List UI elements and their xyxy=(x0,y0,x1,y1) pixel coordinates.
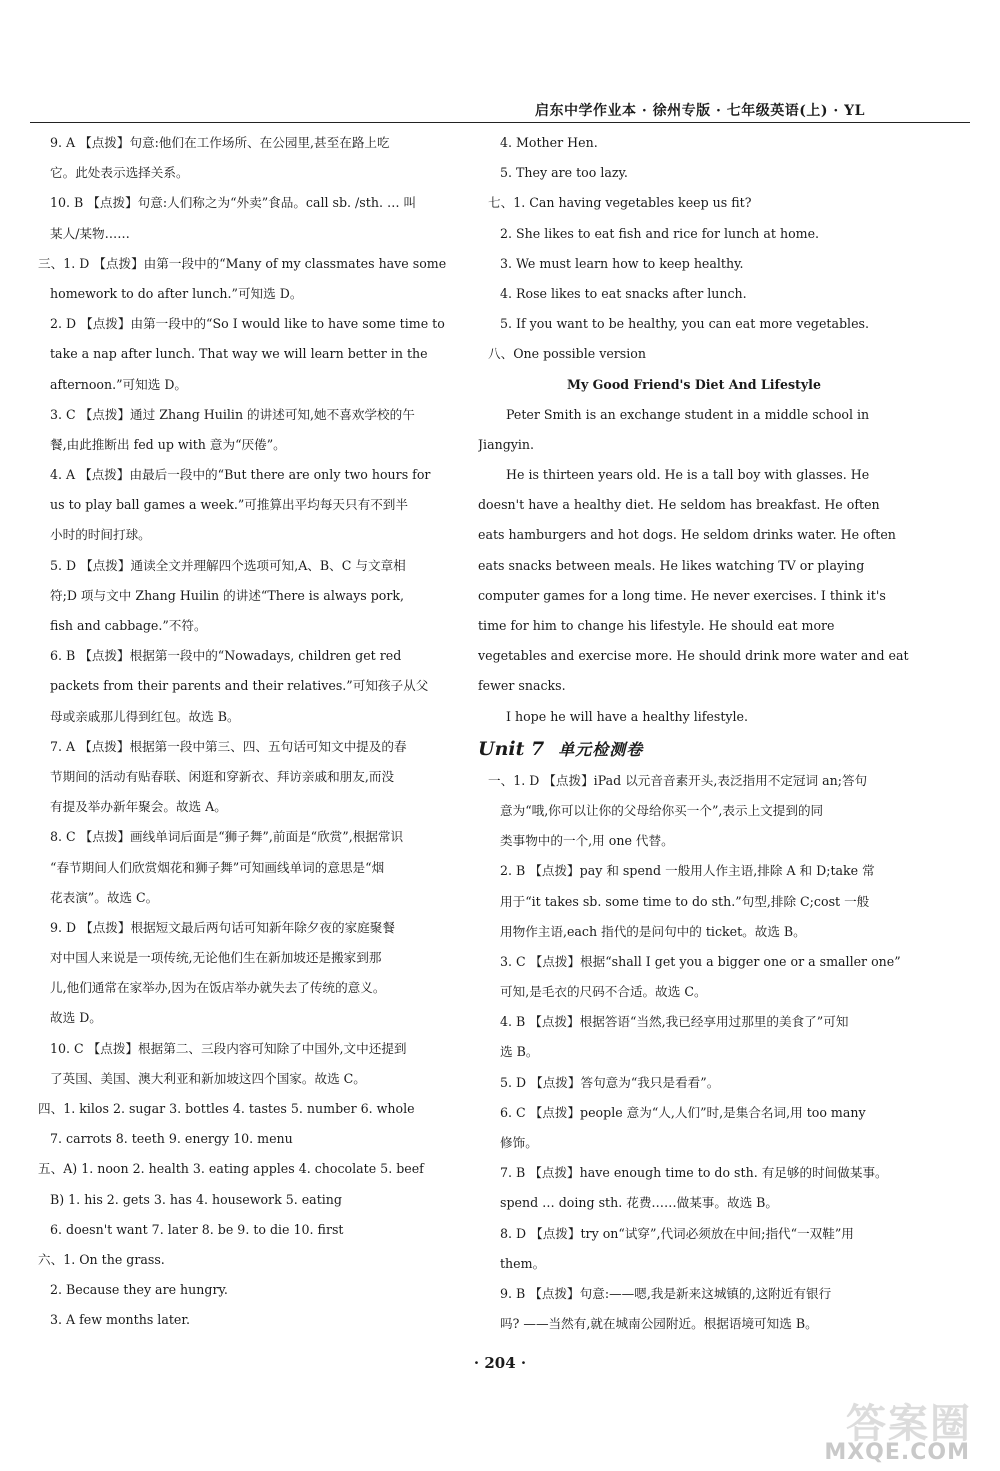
answer-line: 类事物中的一个,用 one 代替。 xyxy=(500,833,674,849)
answer-line: 2. Because they are hungry. xyxy=(50,1282,228,1298)
answer-line: B) 1. his 2. gets 3. has 4. housework 5. eating xyxy=(50,1191,342,1207)
answers-part-six-seven-eight xyxy=(478,128,910,370)
answer-line: 某人/某物…… xyxy=(50,225,130,241)
answer-line: 5. D 【点拨】通读全文并理解四个选项可知,A、B、C 与文章相 xyxy=(50,557,406,573)
answer-line: 吗? ——当然有,就在城南公园附近。根据语境可知选 B。 xyxy=(500,1316,818,1332)
right-column xyxy=(478,128,910,1339)
answer-line: “春节期间人们欣赏烟花和狮子舞”可知画线单词的意思是“烟 xyxy=(50,859,385,875)
answer-line: spend … doing sth. 花费……做某事。故选 B。 xyxy=(500,1195,779,1211)
answer-line: 3. A few months later. xyxy=(50,1312,190,1328)
answer-line: 4. Rose likes to eat snacks after lunch. xyxy=(500,285,747,301)
answer-line: 三、1. D 【点拨】由第一段中的“Many of my classmates have some xyxy=(38,255,447,271)
watermark-logo-text: 答案圈 xyxy=(846,1401,972,1447)
unit-subtitle: 单元检测卷 xyxy=(558,739,644,759)
answer-line: 选 B。 xyxy=(500,1044,539,1060)
essay-title: My Good Friend's Diet And Lifestyle xyxy=(567,376,821,392)
answer-line: 花表演”。故选 C。 xyxy=(50,889,159,905)
answer-line: 六、1. On the grass. xyxy=(38,1251,165,1267)
answer-line: 6. B 【点拨】根据第一段中的“Nowadays, children get red xyxy=(50,648,402,664)
answer-line: afternoon.”可知选 D。 xyxy=(50,376,188,392)
essay-line: eats hamburgers and hot dogs. He seldom drinks water. He often xyxy=(478,527,896,543)
answer-line: 5. They are too lazy. xyxy=(500,165,628,181)
unit-heading xyxy=(478,732,910,766)
answer-line: 7. carrots 8. teeth 9. energy 10. menu xyxy=(50,1131,293,1147)
answer-line: take a nap after lunch. That way we will learn better in the xyxy=(50,346,428,362)
answer-line: 9. A 【点拨】句意:他们在工作场所、在公园里,甚至在路上吃 xyxy=(50,135,390,150)
answer-line: 2. B 【点拨】pay 和 spend 一般用人作主语,排除 A 和 D;take 常 xyxy=(500,863,875,879)
answer-line: 4. B 【点拨】根据答语“当然,我已经享用过那里的美食了”可知 xyxy=(500,1014,849,1030)
unit-title: Unit 7 xyxy=(478,737,545,760)
answer-line: 8. C 【点拨】画线单词后面是“狮子舞”,前面是“欣赏”,根据常识 xyxy=(50,829,404,845)
answer-line: 5. D 【点拨】答句意为“我只是看看”。 xyxy=(500,1074,720,1090)
answer-line: 3. C 【点拨】通过 Zhang Huilin 的讲述可知,她不喜欢学校的午 xyxy=(50,406,415,422)
answer-line: 7. B 【点拨】have enough time to do sth. 有足够的时间做某事。 xyxy=(500,1165,888,1181)
essay-line: fewer snacks. xyxy=(478,678,566,694)
header-title: 启东中学作业本 · 徐州专版 · 七年级英语(上) · YL xyxy=(535,103,865,119)
answer-line: 母或亲戚那儿得到红包。故选 B。 xyxy=(50,708,240,724)
answer-line: us to play ball games a week.”可推算出平均每天只有不到半 xyxy=(50,497,408,513)
watermark-url: MXQE.COM xyxy=(824,1440,970,1465)
answer-line: 符;D 项与文中 Zhang Huilin 的讲述“There is always pork, xyxy=(50,587,405,603)
answer-line: 了英国、美国、澳大利亚和新加坡这四个国家。故选 C。 xyxy=(50,1070,366,1086)
essay-line: vegetables and exercise more. He should drink more water and eat xyxy=(478,648,909,664)
answer-line: 2. She likes to eat fish and rice for lunch at home. xyxy=(500,225,820,241)
answer-line: packets from their parents and their relatives.”可知孩子从父 xyxy=(50,678,429,694)
answer-line: 有提及举办新年聚会。故选 A。 xyxy=(50,799,227,815)
answer-line: 用于“it takes sb. some time to do sth.”句型,排除 C;cost 一般 xyxy=(500,893,870,909)
answer-line: 可知,是毛衣的尺码不合适。故选 C。 xyxy=(500,984,707,1000)
unit-7-answers xyxy=(478,766,910,1340)
answer-line: 7. A 【点拨】根据第一段中第三、四、五句话可知文中提及的春 xyxy=(50,738,407,754)
answer-line: 一、1. D 【点拨】iPad 以元音音素开头,表泛指用不定冠词 an;答句 xyxy=(488,772,868,788)
essay-line: computer games for a long time. He never exercises. I think it's xyxy=(478,587,886,603)
answer-line: homework to do after lunch.”可知选 D。 xyxy=(50,285,303,301)
essay-line: doesn't have a healthy diet. He seldom has breakfast. He often xyxy=(478,497,880,513)
essay-body xyxy=(478,400,910,732)
answer-line: 3. We must learn how to keep healthy. xyxy=(500,255,744,271)
essay-line: time for him to change his lifestyle. He should eat more xyxy=(478,618,835,633)
answer-line: 2. D 【点拨】由第一段中的“So I would like to have some time to xyxy=(50,316,445,332)
answer-line: 4. Mother Hen. xyxy=(500,135,598,150)
answer-line: them。 xyxy=(500,1255,546,1271)
answer-line: fish and cabbage.”不符。 xyxy=(50,618,207,633)
page-number: · 204 · xyxy=(473,1354,527,1372)
answer-line: 10. C 【点拨】根据第二、三段内容可知除了中国外,文中还提到 xyxy=(50,1040,407,1056)
answer-line: 五、A) 1. noon 2. health 3. eating apples 4. chocolate 5. beef xyxy=(38,1161,424,1177)
answer-line: 8. D 【点拨】try on“试穿”,代词必须放在中间;指代“一双鞋”用 xyxy=(500,1225,854,1241)
answer-line: 节期间的活动有贴春联、闲逛和穿新衣、拜访亲戚和朋友,而没 xyxy=(50,768,395,784)
essay-line: eats snacks between meals. He likes watching TV or playing xyxy=(478,557,865,573)
essay-line: He is thirteen years old. He is a tall boy with glasses. He xyxy=(506,467,870,483)
answer-line: 6. doesn't want 7. later 8. be 9. to die 10. first xyxy=(50,1221,344,1237)
page-header xyxy=(30,100,970,123)
answer-line: 它。此处表示选择关系。 xyxy=(50,165,189,181)
answer-line: 八、One possible version xyxy=(488,346,646,362)
answer-line: 6. C 【点拨】people 意为“人,人们”时,是集合名词,用 too many xyxy=(500,1104,866,1120)
answer-line: 用物作主语,each 指代的是问句中的 ticket。故选 B。 xyxy=(500,923,806,939)
answer-line: 意为“哦,你可以让你的父母给你买一个”,表示上文提到的同 xyxy=(500,802,824,818)
left-column xyxy=(28,128,458,1336)
answer-line: 儿,他们通常在家举办,因为在饭店举办就失去了传统的意义。 xyxy=(50,980,386,996)
answer-line: 七、1. Can having vegetables keep us fit? xyxy=(488,195,752,211)
essay-line: Peter Smith is an exchange student in a middle school in xyxy=(506,406,870,422)
answer-line: 对中国人来说是一项传统,无论他们生在新加坡还是搬家到那 xyxy=(50,950,382,966)
answer-line: 小时的时间打球。 xyxy=(50,527,151,543)
answer-line: 修饰。 xyxy=(500,1135,538,1150)
answer-line: 4. A 【点拨】由最后一段中的“But there are only two hours for xyxy=(50,467,431,483)
essay-line: I hope he will have a healthy lifestyle. xyxy=(506,708,749,724)
answer-line: 故选 D。 xyxy=(50,1010,102,1026)
answer-line: 9. D 【点拨】根据短文最后两句话可知新年除夕夜的家庭聚餐 xyxy=(50,919,395,935)
answer-line: 9. B 【点拨】句意:——嗯,我是新来这城镇的,这附近有银行 xyxy=(500,1285,832,1301)
answer-line: 餐,由此推断出 fed up with 意为“厌倦”。 xyxy=(50,436,286,452)
essay-line: Jiangyin. xyxy=(478,436,535,452)
answer-line: 四、1. kilos 2. sugar 3. bottles 4. tastes 5. number 6. whole xyxy=(38,1101,415,1116)
answer-line: 10. B 【点拨】句意:人们称之为“外卖”食品。call sb. /sth. … 叫 xyxy=(50,195,417,211)
answer-line: 3. C 【点拨】根据“shall I get you a bigger one or a smaller one” xyxy=(500,953,901,969)
answer-line: 5. If you want to be healthy, you can eat more vegetables. xyxy=(500,316,869,332)
